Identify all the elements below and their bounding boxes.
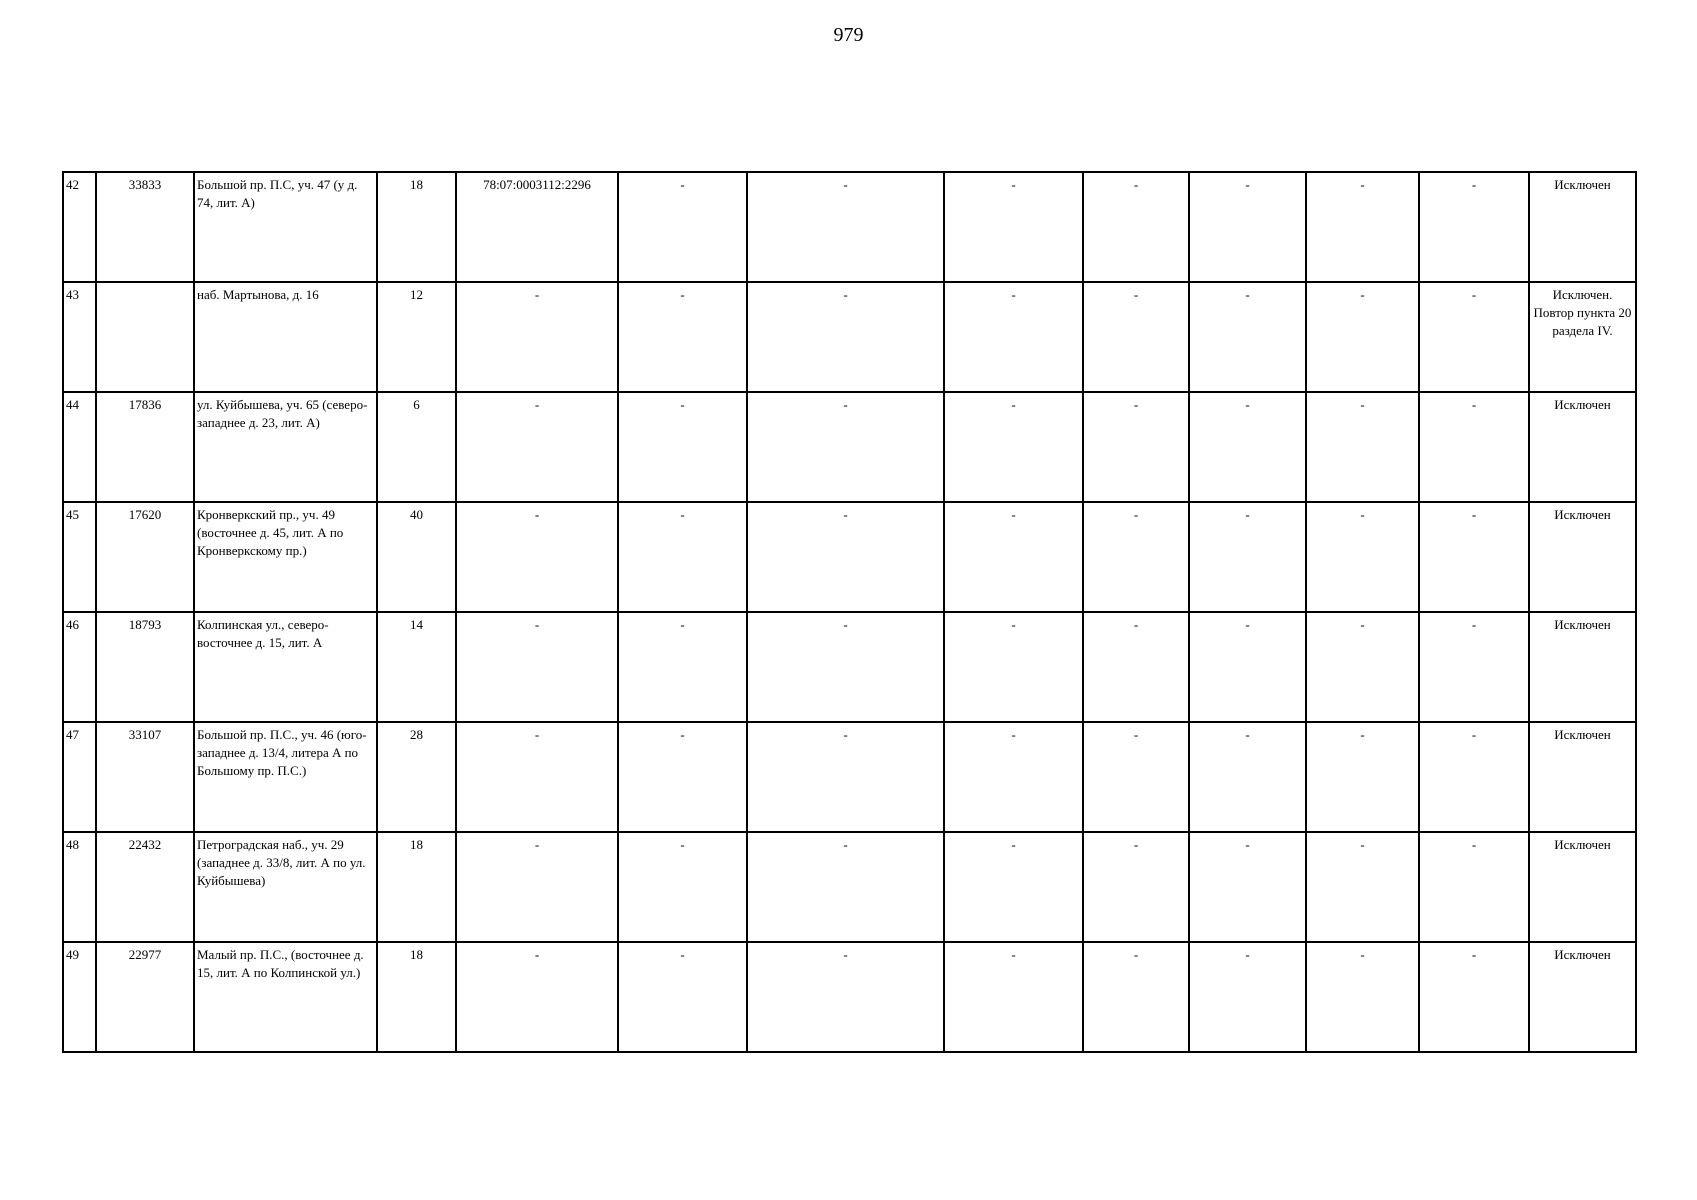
column-9-cell: - <box>1083 282 1189 392</box>
code-cell: 33833 <box>96 172 194 282</box>
column-6-cell: - <box>618 172 747 282</box>
column-10-cell: - <box>1189 832 1306 942</box>
column-9-cell: - <box>1083 942 1189 1052</box>
column-11-cell: - <box>1306 392 1419 502</box>
column-7-cell: - <box>747 722 944 832</box>
column-8-cell: - <box>944 942 1083 1052</box>
table-row <box>63 502 1636 612</box>
cadastral-number-cell: - <box>456 502 618 612</box>
column-6-cell: - <box>618 282 747 392</box>
quantity-cell: 40 <box>377 502 456 612</box>
code-cell: 18793 <box>96 612 194 722</box>
cadastral-number-cell: - <box>456 832 618 942</box>
column-8-cell: - <box>944 832 1083 942</box>
address-cell: Большой пр. П.С, уч. 47 (у д. 74, лит. А) <box>194 172 377 282</box>
column-8-cell: - <box>944 612 1083 722</box>
column-8-cell: - <box>944 502 1083 612</box>
column-6-cell: - <box>618 722 747 832</box>
quantity-cell: 18 <box>377 832 456 942</box>
cadastral-number-cell: 78:07:0003112:2296 <box>456 172 618 282</box>
address-cell: Колпинская ул., северо-восточнее д. 15, лит. А <box>194 612 377 722</box>
column-9-cell: - <box>1083 502 1189 612</box>
table-row <box>63 392 1636 502</box>
registry-table <box>62 171 1637 1053</box>
column-7-cell: - <box>747 502 944 612</box>
status-cell: Исключен <box>1529 392 1636 502</box>
address-cell: ул. Куйбышева, уч. 65 (северо-западнее д. 23, лит. А) <box>194 392 377 502</box>
column-8-cell: - <box>944 392 1083 502</box>
row-number-cell: 43 <box>63 282 96 392</box>
page-number: 979 <box>833 24 864 46</box>
quantity-cell: 18 <box>377 172 456 282</box>
column-12-cell: - <box>1419 172 1529 282</box>
column-10-cell: - <box>1189 722 1306 832</box>
column-7-cell: - <box>747 392 944 502</box>
row-number-cell: 45 <box>63 502 96 612</box>
column-12-cell: - <box>1419 612 1529 722</box>
quantity-cell: 12 <box>377 282 456 392</box>
code-cell: 22977 <box>96 942 194 1052</box>
column-6-cell: - <box>618 612 747 722</box>
status-cell: Исключен <box>1529 502 1636 612</box>
code-cell: 17620 <box>96 502 194 612</box>
column-7-cell: - <box>747 942 944 1052</box>
column-11-cell: - <box>1306 612 1419 722</box>
table-row <box>63 282 1636 392</box>
table-row <box>63 722 1636 832</box>
code-cell: 33107 <box>96 722 194 832</box>
table-row <box>63 832 1636 942</box>
quantity-cell: 18 <box>377 942 456 1052</box>
table-row <box>63 172 1636 282</box>
address-cell: Петроградская наб., уч. 29 (западнее д. 33/8, лит. А по ул. Куйбышева) <box>194 832 377 942</box>
row-number-cell: 48 <box>63 832 96 942</box>
column-8-cell: - <box>944 282 1083 392</box>
status-cell: Исключен <box>1529 172 1636 282</box>
row-number-cell: 47 <box>63 722 96 832</box>
column-11-cell: - <box>1306 282 1419 392</box>
cadastral-number-cell: - <box>456 942 618 1052</box>
column-11-cell: - <box>1306 722 1419 832</box>
column-7-cell: - <box>747 832 944 942</box>
column-9-cell: - <box>1083 832 1189 942</box>
row-number-cell: 46 <box>63 612 96 722</box>
column-9-cell: - <box>1083 722 1189 832</box>
table-body <box>63 172 1636 1052</box>
column-10-cell: - <box>1189 282 1306 392</box>
status-cell: Исключен <box>1529 612 1636 722</box>
code-cell: 22432 <box>96 832 194 942</box>
column-6-cell: - <box>618 392 747 502</box>
row-number-cell: 49 <box>63 942 96 1052</box>
status-cell: Исключен <box>1529 942 1636 1052</box>
column-11-cell: - <box>1306 172 1419 282</box>
column-6-cell: - <box>618 832 747 942</box>
status-cell: Исключен <box>1529 832 1636 942</box>
table-row <box>63 942 1636 1052</box>
column-11-cell: - <box>1306 942 1419 1052</box>
table-row <box>63 612 1636 722</box>
column-7-cell: - <box>747 172 944 282</box>
column-10-cell: - <box>1189 172 1306 282</box>
code-cell <box>96 282 194 392</box>
column-12-cell: - <box>1419 282 1529 392</box>
column-7-cell: - <box>747 612 944 722</box>
quantity-cell: 28 <box>377 722 456 832</box>
column-7-cell: - <box>747 282 944 392</box>
column-8-cell: - <box>944 722 1083 832</box>
cadastral-number-cell: - <box>456 282 618 392</box>
address-cell: Малый пр. П.С., (восточнее д. 15, лит. А по Колпинской ул.) <box>194 942 377 1052</box>
column-10-cell: - <box>1189 942 1306 1052</box>
quantity-cell: 6 <box>377 392 456 502</box>
status-cell: Исключен <box>1529 722 1636 832</box>
cadastral-number-cell: - <box>456 392 618 502</box>
row-number-cell: 42 <box>63 172 96 282</box>
column-12-cell: - <box>1419 502 1529 612</box>
column-9-cell: - <box>1083 172 1189 282</box>
column-12-cell: - <box>1419 942 1529 1052</box>
column-8-cell: - <box>944 172 1083 282</box>
column-9-cell: - <box>1083 392 1189 502</box>
address-cell: Кронверкский пр., уч. 49 (восточнее д. 45, лит. А по Кронверкскому пр.) <box>194 502 377 612</box>
cadastral-number-cell: - <box>456 722 618 832</box>
cadastral-number-cell: - <box>456 612 618 722</box>
column-6-cell: - <box>618 502 747 612</box>
code-cell: 17836 <box>96 392 194 502</box>
address-cell: Большой пр. П.С., уч. 46 (юго-западнее д. 13/4, литера А по Большому пр. П.С.) <box>194 722 377 832</box>
address-cell: наб. Мартынова, д. 16 <box>194 282 377 392</box>
row-number-cell: 44 <box>63 392 96 502</box>
column-11-cell: - <box>1306 502 1419 612</box>
quantity-cell: 14 <box>377 612 456 722</box>
column-9-cell: - <box>1083 612 1189 722</box>
column-10-cell: - <box>1189 502 1306 612</box>
column-12-cell: - <box>1419 722 1529 832</box>
column-12-cell: - <box>1419 392 1529 502</box>
column-6-cell: - <box>618 942 747 1052</box>
column-10-cell: - <box>1189 612 1306 722</box>
column-12-cell: - <box>1419 832 1529 942</box>
status-cell: Исключен. Повтор пункта 20 раздела IV. <box>1529 282 1636 392</box>
column-10-cell: - <box>1189 392 1306 502</box>
column-11-cell: - <box>1306 832 1419 942</box>
